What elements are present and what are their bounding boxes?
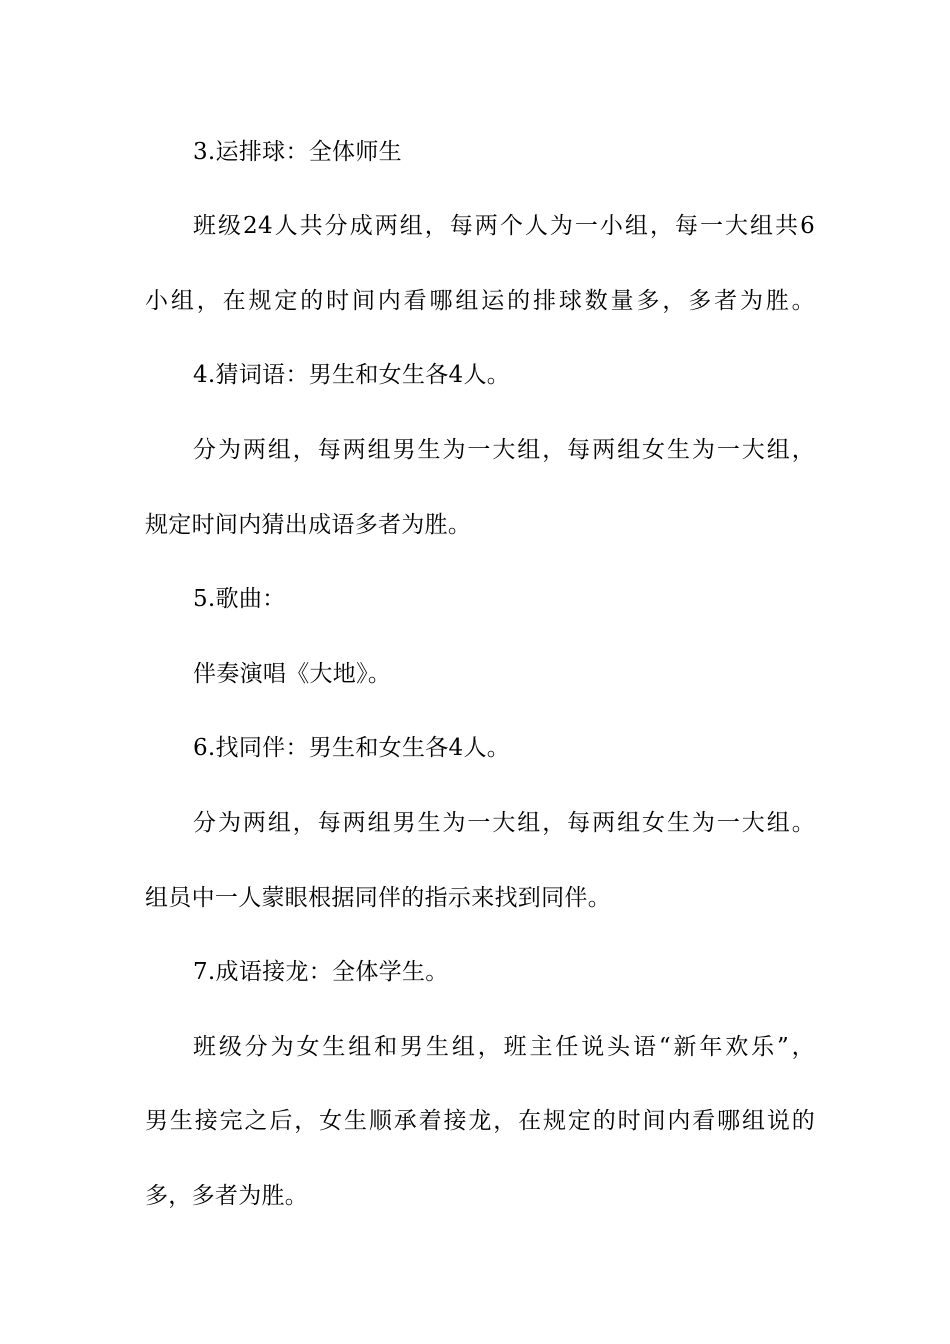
paragraph-line: 伴奏演唱《大地》。 — [193, 661, 392, 687]
paragraph-line: 分为两组，每两组男生为一大组，每两组女生为一大组， — [193, 437, 815, 463]
section-6-heading: 6.找同伴：男生和女生各4人。 — [193, 735, 511, 761]
paragraph-line: 男生接完之后，女生顺承着接龙，在规定的时间内看哪组说的 — [145, 1108, 815, 1134]
section-4-heading: 4.猜词语：男生和女生各4人。 — [193, 362, 511, 388]
paragraph-line: 组员中一人蒙眼根据同伴的指示来找到同伴。 — [145, 885, 611, 911]
paragraph-line: 规定时间内猜出成语多者为胜。 — [145, 512, 472, 538]
paragraph-line: 班级24人共分成两组，每两个人为一小组，每一大组共6 — [193, 213, 815, 239]
paragraph-line: 小组，在规定的时间内看哪组运的排球数量多，多者为胜。 — [145, 288, 815, 314]
paragraph-line: 班级分为女生组和男生组，班主任说头语“新年欢乐”， — [193, 1034, 815, 1060]
paragraph-line: 分为两组，每两组男生为一大组，每两组女生为一大组。 — [193, 810, 815, 836]
section-3-heading: 3.运排球：全体师生 — [193, 139, 402, 165]
section-5-heading: 5.歌曲： — [193, 586, 286, 612]
paragraph-line: 多，多者为胜。 — [145, 1183, 309, 1209]
section-7-heading: 7.成语接龙：全体学生。 — [193, 959, 449, 985]
